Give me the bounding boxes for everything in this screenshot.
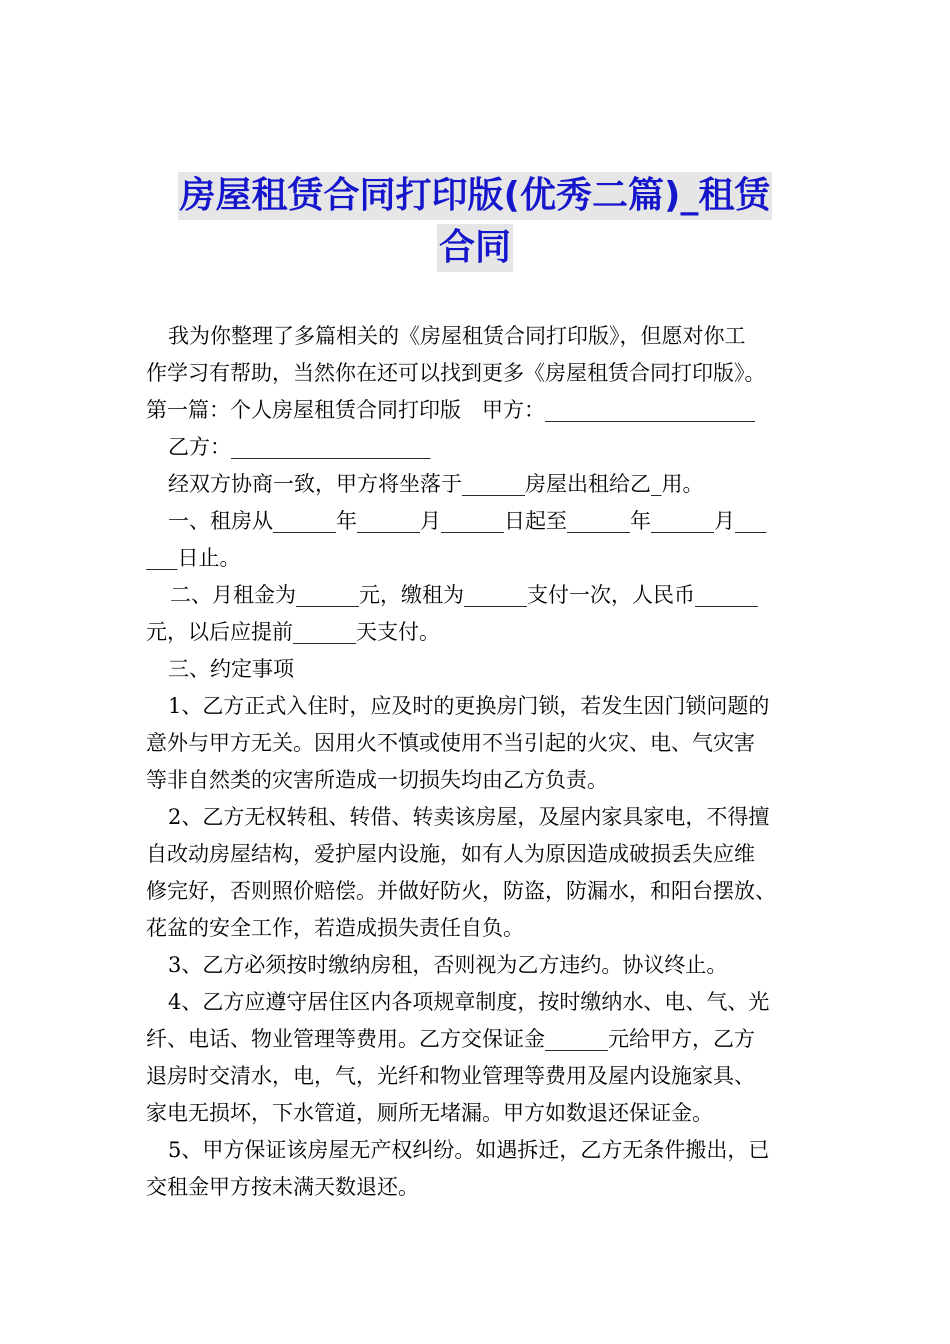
- item-4-line-2: 纤、电话、物业管理等费用。乙方交保证金______元给甲方，乙方: [146, 1027, 755, 1051]
- agreement-line: 经双方协商一致，甲方将坐落于______房屋出租给乙_用。: [168, 472, 704, 496]
- title-line-1: 房屋租赁合同打印版(优秀二篇)_租赁: [178, 172, 773, 220]
- item-4-line-4: 家电无损坏，下水管道，厕所无堵漏。甲方如数退还保证金。: [146, 1101, 713, 1125]
- item-2-line-2: 自改动房屋结构，爱护屋内设施，如有人为原因造成破损丢失应维: [146, 842, 755, 866]
- clause-3-heading: 三、约定事项: [168, 657, 294, 681]
- item-2-line-1: 2、乙方无权转租、转借、转卖该房屋，及屋内家具家电，不得擅: [168, 805, 770, 829]
- document-title: [100, 172, 850, 272]
- party-b-line: 乙方：___________________: [168, 435, 431, 459]
- item-2-line-3: 修完好，否则照价赔偿。并做好防火，防盗，防漏水，和阳台摆放、: [146, 879, 776, 903]
- item-5-line-1: 5、甲方保证该房屋无产权纠纷。如遇拆迁，乙方无条件搬出，已: [168, 1138, 770, 1162]
- item-1-line-3: 等非自然类的灾害所造成一切损失均由乙方负责。: [146, 768, 608, 792]
- intro-line-1: 我为你整理了多篇相关的《房屋租赁合同打印版》，但愿对你工: [168, 324, 746, 348]
- party-a-line: 第一篇：个人房屋租赁合同打印版 甲方：____________________: [146, 398, 755, 422]
- item-1-line-2: 意外与甲方无关。因用火不慎或使用不当引起的火灾、电、气灾害: [146, 731, 755, 755]
- clause-1-line-2: ___日止。: [146, 546, 241, 570]
- item-1-line-1: 1、乙方正式入住时，应及时的更换房门锁，若发生因门锁问题的: [168, 694, 770, 718]
- title-line-2: 合同: [437, 224, 513, 272]
- item-5-line-2: 交租金甲方按未满天数退还。: [146, 1175, 419, 1199]
- document-body: [146, 318, 826, 1206]
- item-4-line-1: 4、乙方应遵守居住区内各项规章制度，按时缴纳水、电、气、光: [168, 990, 770, 1014]
- item-2-line-4: 花盆的安全工作，若造成损失责任自负。: [146, 916, 524, 940]
- clause-2-line-2: 元，以后应提前______天支付。: [146, 620, 440, 644]
- item-4-line-3: 退房时交清水，电，气，光纤和物业管理等费用及屋内设施家具、: [146, 1064, 755, 1088]
- intro-line-2: 作学习有帮助，当然你在还可以找到更多《房屋租赁合同打印版》。: [146, 361, 766, 385]
- clause-2-line-1: 二、月租金为______元，缴租为______支付一次，人民币______: [170, 583, 758, 607]
- clause-1-line-1: 一、租房从______年______月______日起至______年______月___: [168, 509, 767, 533]
- item-3-line-1: 3、乙方必须按时缴纳房租，否则视为乙方违约。协议终止。: [168, 953, 728, 977]
